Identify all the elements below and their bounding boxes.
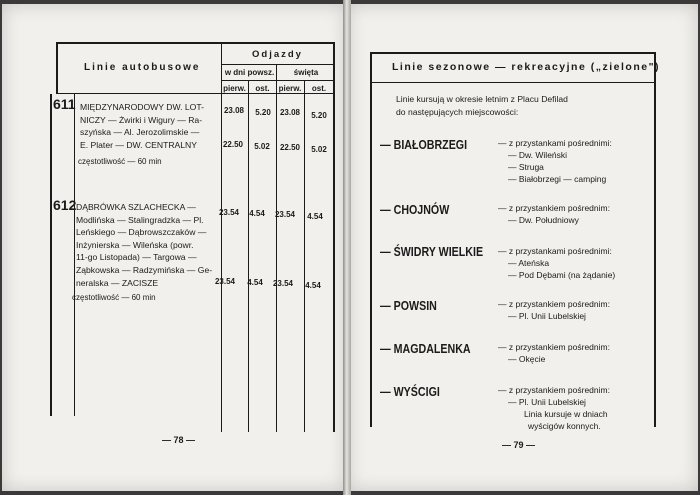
table-top-rule: [56, 42, 334, 44]
departure-time: 23.08: [279, 108, 301, 117]
stop-line: — Pod Dębami (na żądanie): [508, 270, 616, 280]
route-number: 612: [53, 197, 77, 213]
departure-time: 5.02: [311, 145, 327, 154]
route-line: NICZY — Żwirki i Wigury — Ra-: [80, 114, 203, 125]
first-header-weekdays: pierw.: [223, 84, 246, 93]
stops-list: [498, 137, 612, 185]
departure-time: 23.54: [218, 208, 240, 217]
weekdays-header: w dni powsz.: [224, 68, 275, 77]
stop-line: — Dw. Południowy: [508, 215, 579, 225]
col-divider-4: [304, 80, 305, 432]
route-description: [76, 201, 218, 289]
intro-line: do następujących miejscowości:: [396, 107, 519, 117]
route-line: szyńska — Al. Jerozolimskie —: [80, 127, 200, 138]
holidays-header: święta: [293, 68, 319, 77]
route-description: [80, 101, 218, 151]
header-bottom-rule: [56, 93, 334, 94]
panel-left-rule: [370, 52, 372, 427]
panel-title-rule: [370, 82, 656, 83]
intro-line: Linie kursują w okresie letnim z Placu Defilad: [396, 94, 568, 104]
destination-name: — BIAŁOBRZEGI: [380, 137, 468, 152]
stop-line: — Pl. Unii Lubelskiej: [508, 397, 586, 407]
departure-time: 22.50: [279, 143, 301, 152]
col-divider-holidays: [276, 64, 277, 432]
stop-line: — z przystankami pośrednimi:: [498, 246, 612, 256]
routes-header: Linie autobusowe: [84, 62, 201, 73]
frequency-note: częstotliwość — 60 min: [78, 157, 162, 166]
departure-time: 4.54: [247, 278, 263, 287]
page-number: — 78 —: [162, 435, 196, 445]
col-divider-2: [248, 80, 249, 432]
route-line: DĄBRÓWKA SZLACHECKA —: [76, 202, 196, 212]
panel-top-rule: [370, 52, 655, 54]
departure-time: 4.54: [307, 212, 323, 221]
stop-line: — Okęcie: [508, 354, 546, 364]
stop-line: — Ateńska: [508, 258, 550, 268]
departure-time: 23.54: [214, 277, 236, 286]
panel-right-rule: [654, 52, 656, 427]
table-left-rule: [56, 42, 58, 94]
frequency-note: częstotliwość — 60 min: [72, 293, 156, 302]
page-number: — 79 —: [502, 440, 536, 450]
departure-time: 4.54: [249, 209, 265, 218]
stop-line: Linia kursuje w dniach: [524, 409, 608, 419]
departures-header: Odjazdy: [252, 49, 303, 60]
departure-time: 5.20: [311, 111, 327, 120]
destination-name: — POWSIN: [380, 298, 437, 313]
route-line: Leńskiego — Dąbrowszczaków —: [76, 227, 207, 238]
departure-time: 22.50: [222, 140, 244, 149]
stop-line: — z przystankiem pośrednim:: [498, 342, 610, 352]
departures-under-rule: [222, 64, 334, 65]
stop-line: — Pl. Unii Lubelskiej: [508, 311, 586, 321]
destination-name: — ŚWIDRY WIELKIE: [380, 244, 484, 259]
destination-name: — MAGDALENKA: [380, 341, 471, 356]
route-line: E. Plater — DW. CENTRALNY: [80, 139, 197, 150]
book-spine: [343, 0, 351, 495]
stop-line: — z przystankiem pośrednim:: [498, 203, 610, 213]
table-right-rule: [333, 42, 335, 432]
stops-list: [498, 384, 610, 432]
intro-text: [396, 93, 568, 119]
stops-list: [498, 298, 610, 322]
route-line: Ząbkowska — Radzymińska — Ge-: [76, 264, 213, 275]
route-line: MIĘDZYNARODOWY DW. LOT-: [80, 102, 204, 112]
departure-time: 4.54: [305, 281, 321, 290]
stop-line: — Białobrzegi — camping: [508, 174, 607, 184]
route-line: Inżynierska — Wileńska (powr.: [76, 239, 194, 250]
stop-line: — Struga: [508, 162, 544, 172]
route-number: 611: [53, 96, 76, 112]
departure-time: 23.08: [223, 106, 245, 115]
route-left-rule: [50, 94, 52, 416]
stop-line: — z przystankami pośrednimi:: [498, 138, 612, 148]
col-divider-main: [221, 42, 222, 432]
departure-time: 23.54: [272, 279, 294, 288]
last-header-holidays: ost.: [311, 84, 327, 93]
stops-list: [498, 202, 610, 226]
departure-time: 23.54: [274, 210, 296, 219]
route-number-divider: [74, 94, 75, 416]
destination-name: — CHOJNÓW: [380, 202, 450, 217]
stop-line: — z przystankiem pośrednim:: [498, 299, 610, 309]
first-header-holidays: pierw.: [278, 84, 302, 93]
stop-line: — Dw. Wileński: [508, 150, 568, 160]
panel-title: Linie sezonowe — rekreacyjne („zielone"): [392, 61, 661, 73]
route-line: Modlińska — Stalingradzka — Pl.: [76, 214, 204, 225]
stops-list: [498, 341, 610, 365]
stops-list: [498, 245, 615, 281]
stop-line: — z przystankiem pośrednim:: [498, 385, 610, 395]
route-line: neralska — ZACISZE: [76, 277, 159, 288]
destination-name: — WYŚCIGI: [380, 384, 440, 399]
subheader-rule: [222, 80, 334, 81]
stop-line: wyścigów konnych.: [528, 421, 601, 431]
last-header-weekdays: ost.: [255, 84, 270, 93]
departure-time: 5.02: [254, 142, 270, 151]
departure-time: 5.20: [255, 108, 271, 117]
route-line: 11-go Listopada) — Targowa —: [76, 252, 197, 263]
